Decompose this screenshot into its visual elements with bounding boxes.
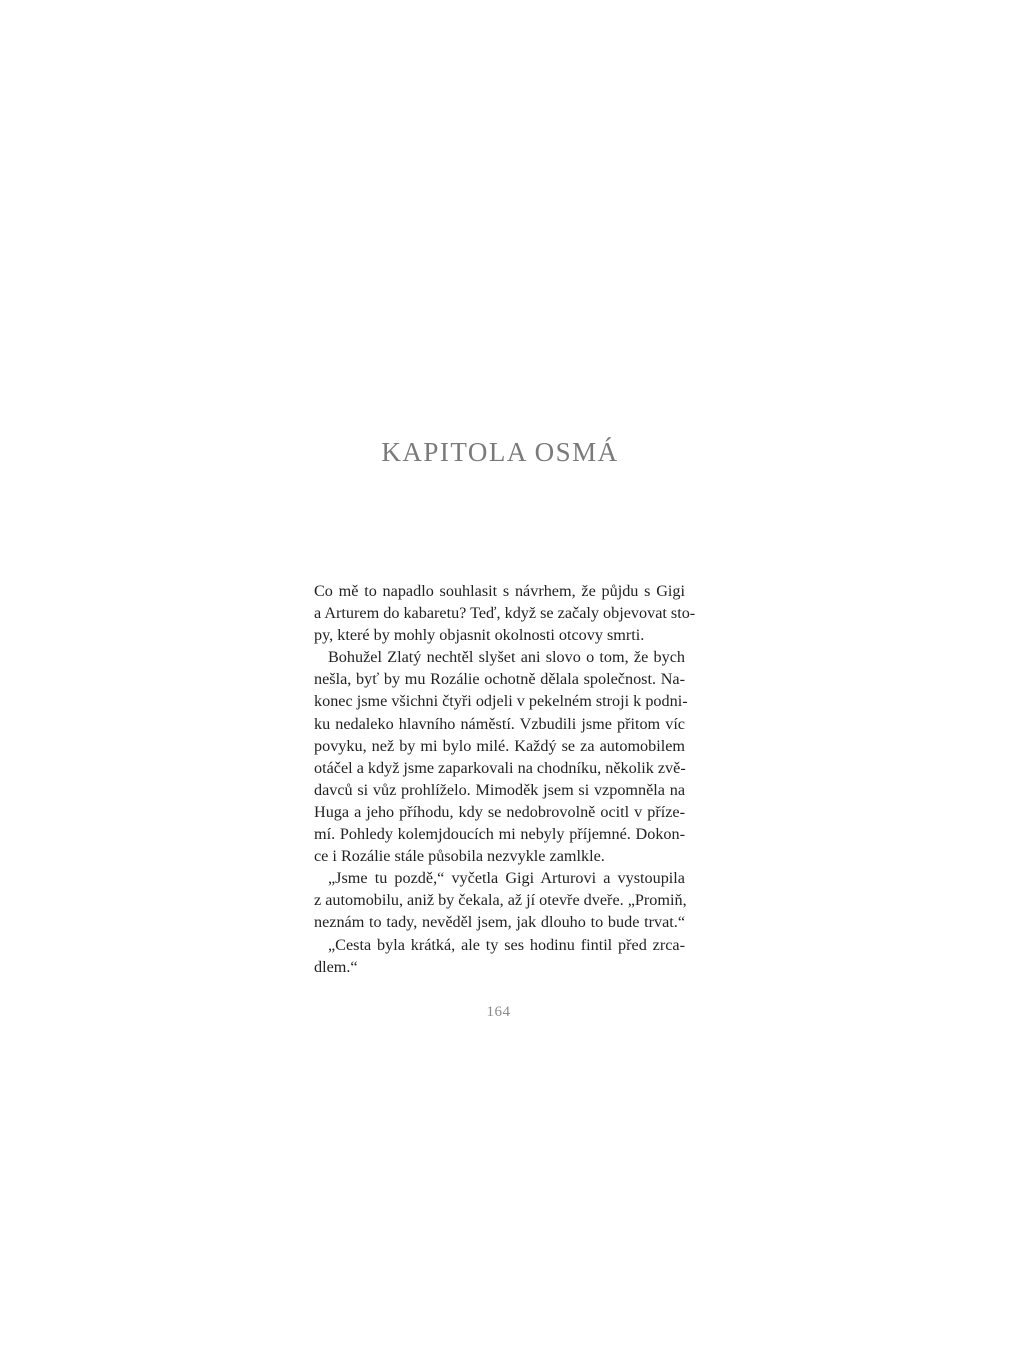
text-line: Co mě to napadlo souhlasit s návrhem, že půjdu s Gigi xyxy=(314,582,685,600)
text-line: dlem.“ xyxy=(314,957,358,976)
text-line: nešla, byť by mu Rozálie ochotně dělala společnost. Na- xyxy=(314,670,685,689)
page-number: 164 xyxy=(486,1004,511,1020)
text-line: otáčel a když jsme zaparkovali na chodníku, několik zvě- xyxy=(314,758,686,777)
text-line: Huga a jeho příhodu, kdy se nedobrovolně ocitl v příze- xyxy=(314,802,685,821)
text-line: „Cesta byla krátká, ale ty ses hodinu fintil před zrca- xyxy=(328,935,685,954)
text-line: ku nedaleko hlavního náměstí. Vzbudili jsme přitom víc xyxy=(314,714,685,733)
text-line: mí. Pohledy kolemjdoucích mi nebyly příjemné. Dokon- xyxy=(314,825,685,844)
text-line: povyku, než by mi bylo milé. Každý se za automobilem xyxy=(314,736,685,755)
body-text xyxy=(314,580,696,978)
text-line: davců si vůz prohlíželo. Mimoděk jsem si vzpomněla na xyxy=(314,780,685,799)
text-line: konec jsme všichni čtyři odjeli v pekelném stroji k podni- xyxy=(314,692,688,711)
text-line: Bohužel Zlatý nechtěl slyšet ani slovo o tom, že bych xyxy=(328,648,685,667)
text-line: a Arturem do kabaretu? Teď, když se začaly objevovat sto- xyxy=(314,604,696,623)
text-line: z automobilu, aniž by čekala, až jí otevře dveře. „Promiň, xyxy=(314,891,687,910)
text-line: py, které by mohly objasnit okolnosti otcovy smrti. xyxy=(314,626,645,645)
text-line: ce i Rozálie stále působila nezvykle zamlkle. xyxy=(314,847,605,866)
text-line: neznám to tady, nevěděl jsem, jak dlouho to bude trvat.“ xyxy=(314,913,685,932)
chapter-title: KAPITOLA OSMÁ xyxy=(381,437,619,467)
text-line: „Jsme tu pozdě,“ vyčetla Gigi Arturovi a vystoupila xyxy=(328,869,685,888)
